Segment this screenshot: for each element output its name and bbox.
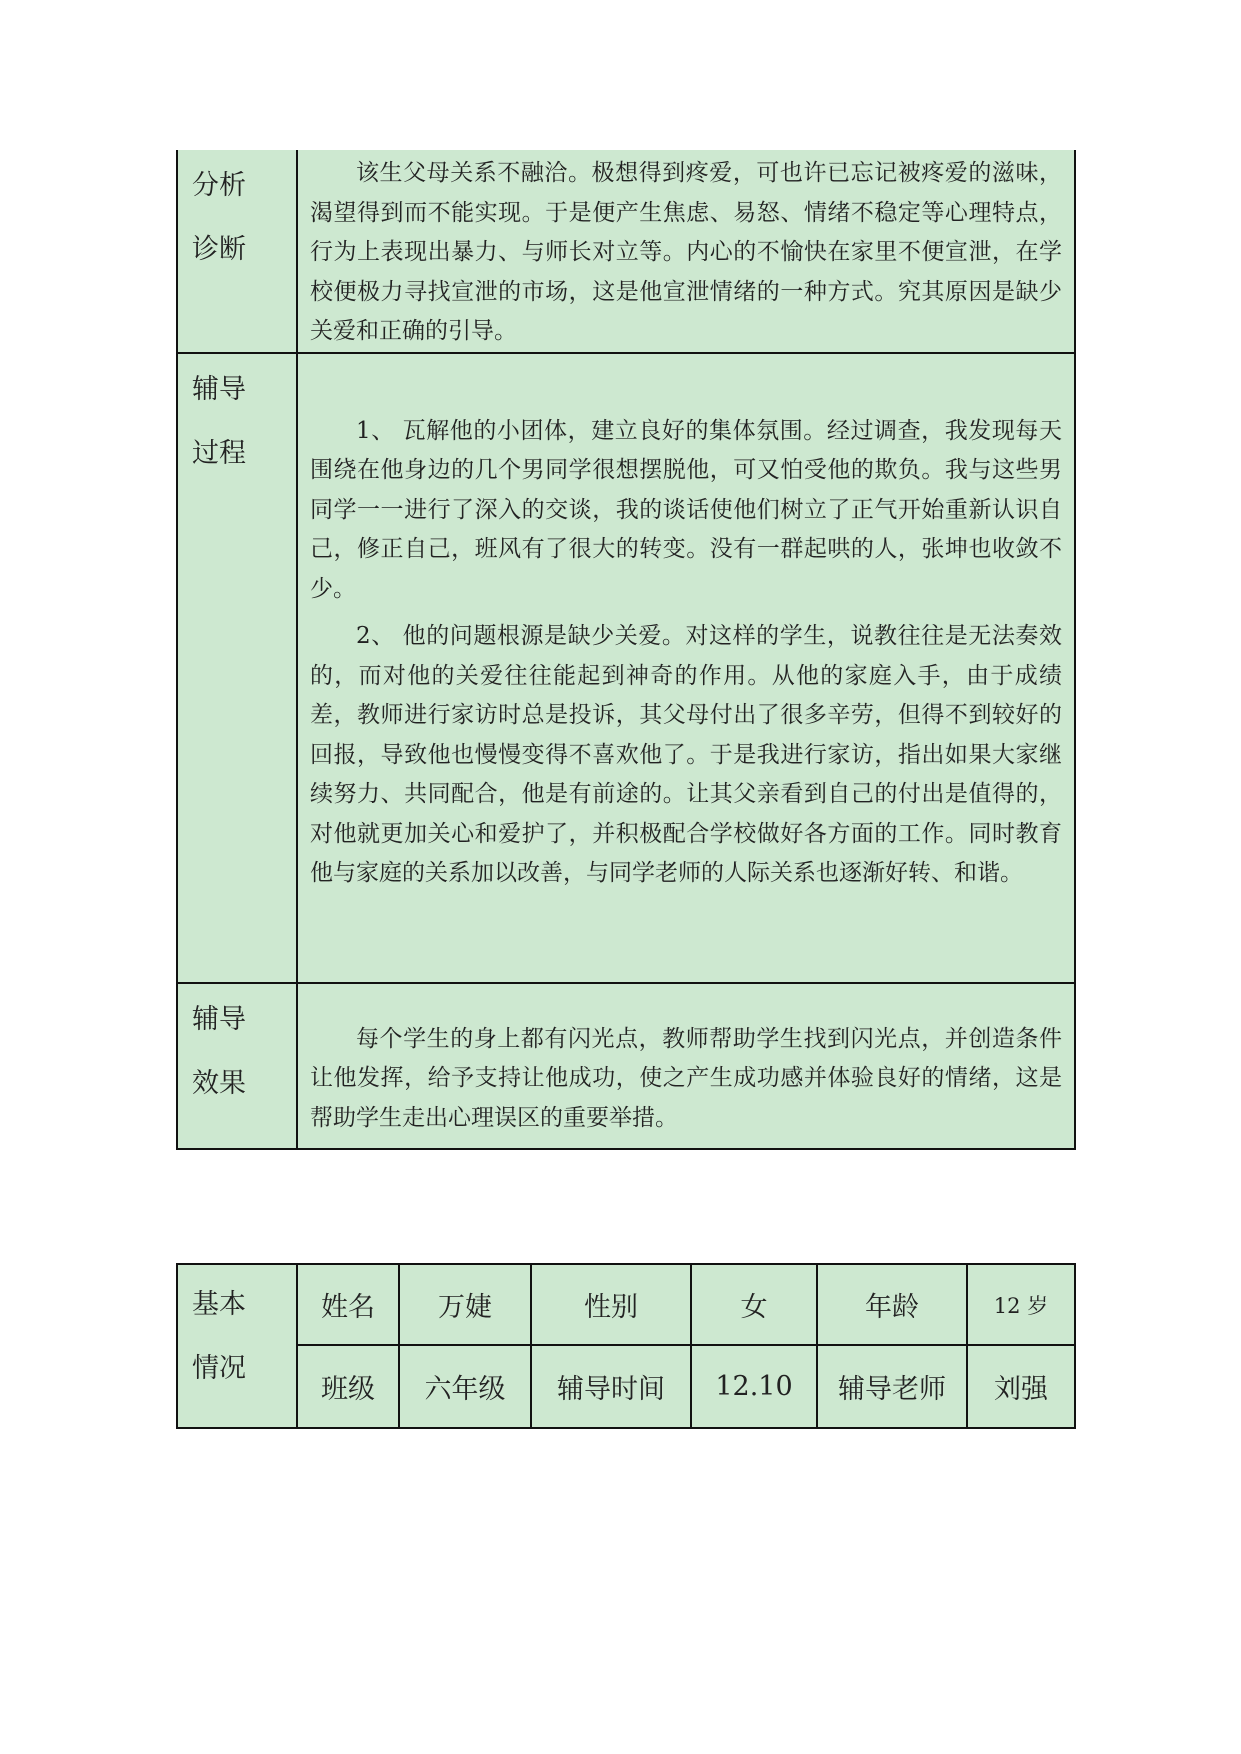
- analysis-label-line1: 分析: [192, 170, 246, 201]
- analysis-label: [177, 150, 297, 353]
- analysis-label-line2: 诊断: [192, 234, 246, 265]
- process-row: [177, 353, 1075, 983]
- effect-label-line2: 效果: [192, 1067, 246, 1099]
- effect-label-line1: 辅导: [192, 1003, 246, 1035]
- name-label: 姓名: [297, 1264, 399, 1345]
- basic-info-table: [176, 1263, 1076, 1429]
- effect-content: [297, 983, 1075, 1149]
- basic-info-label-line1: 基本: [192, 1289, 246, 1320]
- counsel-time-label: 辅导时间: [531, 1345, 691, 1428]
- analysis-text: 该生父母关系不融洽。极想得到疼爱，可也许已忘记被疼爱的滋味，渴望得到而不能实现。于是便产生焦虑、易怒、情绪不稳定等心理特点，行为上表现出暴力、与师长对立等。内心的不愉快在家里不便宣泄，在学校便极力寻找宣泄的市场，这是他宣泄情绪的一种方式。究其原因是缺少关爱和正确的引导。: [310, 160, 1062, 344]
- name-value: 万婕: [399, 1264, 531, 1345]
- process-label-line1: 辅导: [192, 373, 246, 405]
- effect-text: 每个学生的身上都有闪光点，教师帮助学生找到闪光点，并创造条件让他发挥，给予支持让他成功，使之产生成功感并体验良好的情绪，这是帮助学生走出心理误区的重要举措。: [310, 1025, 1062, 1131]
- basic-info-label-line2: 情况: [192, 1353, 246, 1384]
- gender-value: 女: [691, 1264, 817, 1345]
- analysis-content: [297, 150, 1075, 353]
- basic-info-label: [177, 1264, 297, 1428]
- class-label: 班级: [297, 1345, 399, 1428]
- process-label-line2: 过程: [192, 437, 246, 469]
- case-analysis-table: [176, 150, 1076, 1150]
- effect-row: [177, 983, 1075, 1149]
- process-para-1: 1、 瓦解他的小团体，建立良好的集体氛围。经过调查，我发现每天围绕在他身边的几个男同学很想摆脱他，可又怕受他的欺负。我与这些男同学一一进行了深入的交谈，我的谈话使他们树立了正气开始重新认识自己，修正自己，班风有了很大的转变。没有一群起哄的人，张坤也收敛不少。: [310, 417, 1062, 602]
- process-label: [177, 353, 297, 983]
- age-label: 年龄: [817, 1264, 967, 1345]
- class-value: 六年级: [399, 1345, 531, 1428]
- counselor-label: 辅导老师: [817, 1345, 967, 1428]
- info-row-1: [177, 1264, 1075, 1345]
- gender-label: 性别: [531, 1264, 691, 1345]
- age-value: 12 岁: [967, 1264, 1075, 1345]
- effect-label: [177, 983, 297, 1149]
- process-para-2: 2、 他的问题根源是缺少关爱。对这样的学生，说教往往是无法奏效的，而对他的关爱往往能起到神奇的作用。从他的家庭入手，由于成绩差，教师进行家访时总是投诉，其父母付出了很多辛劳，但得不到较好的回报，导致他也慢慢变得不喜欢他了。于是我进行家访，指出如果大家继续努力、共同配合，他是有前途的。让其父亲看到自己的付出是值得的，对他就更加关心和爱护了，并积极配合学校做好各方面的工作。同时教育他与家庭的关系加以改善，与同学老师的人际关系也逐渐好转、和谐。: [310, 623, 1062, 886]
- info-row-2: [177, 1345, 1075, 1428]
- process-content: [297, 353, 1075, 983]
- counsel-time-value: 12.10: [691, 1345, 817, 1428]
- counselor-value: 刘强: [967, 1345, 1075, 1428]
- analysis-row: [177, 150, 1075, 353]
